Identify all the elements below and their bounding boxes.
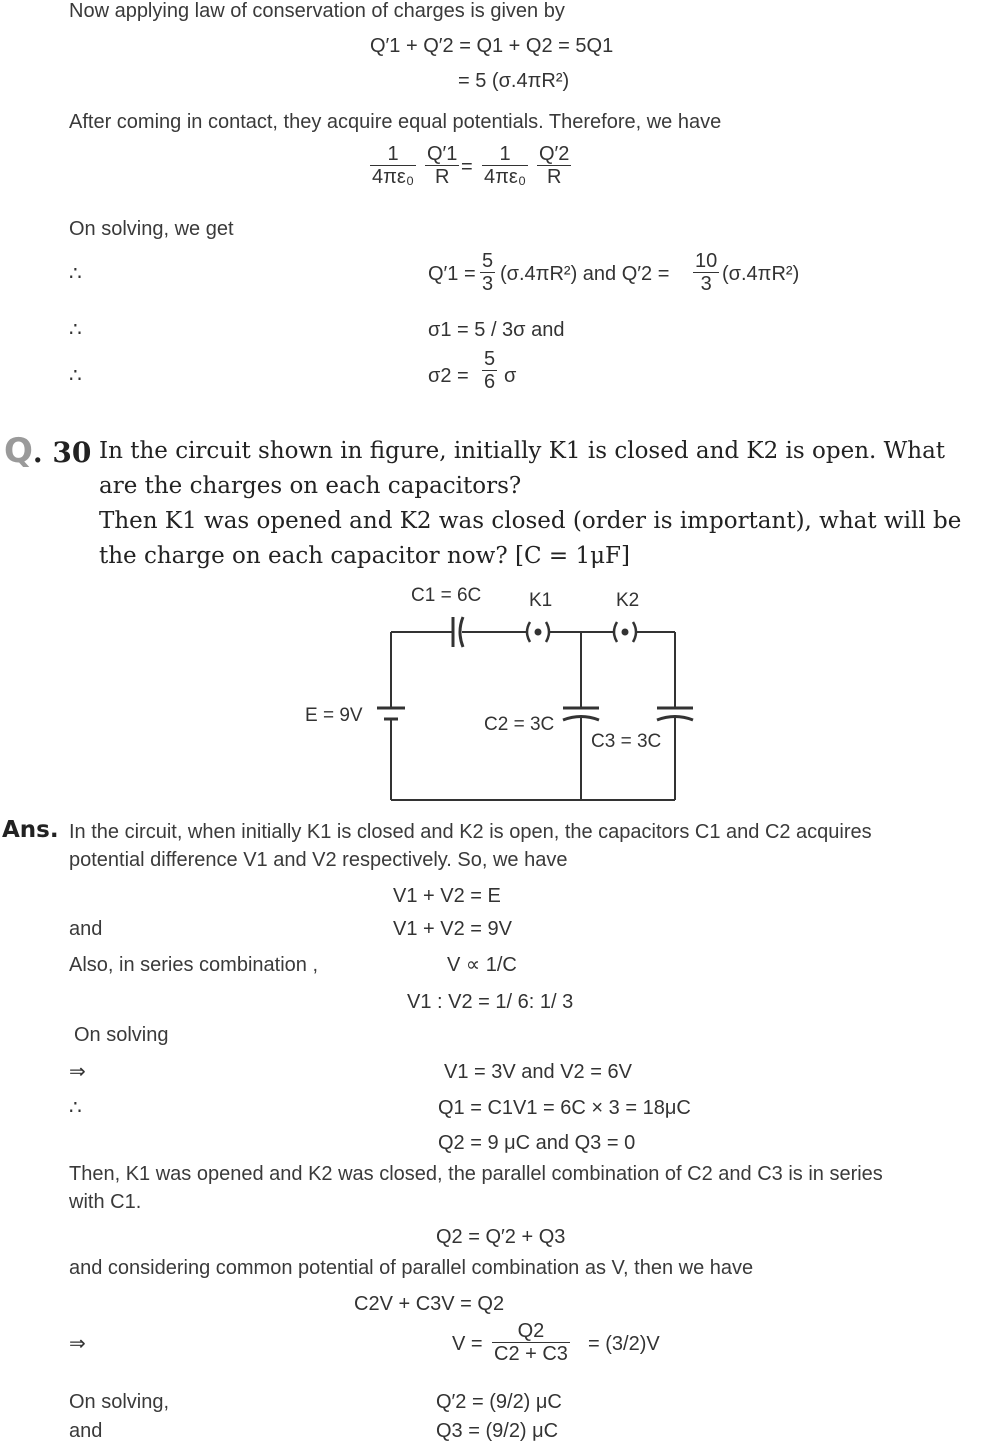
sigma2-symbol: σ xyxy=(504,365,517,387)
fraction-numerator: 1 xyxy=(387,143,399,165)
fraction-numerator: 5 xyxy=(482,250,494,272)
conservation-equation: Q′1 + Q′2 = Q1 + Q2 = 5Q1 xyxy=(370,35,614,57)
on-solving-text-2: On solving, xyxy=(69,1391,170,1413)
fraction-denominator: 4πε₀ xyxy=(372,166,415,188)
question-line-1: In the circuit shown in figure, initially K1 is closed and K2 is open. What xyxy=(99,438,946,464)
equals-sign: = xyxy=(461,156,473,178)
question-line-2: are the charges on each capacitors? xyxy=(99,473,522,499)
equation-v-value: = (3/2)V xyxy=(588,1333,660,1355)
question-line-4: the charge on each capacitor now? [C = 1μF] xyxy=(99,543,630,569)
fraction-denominator: R xyxy=(425,165,459,188)
equation-v-label: V = xyxy=(452,1333,483,1355)
equation-proportional: V ∝ 1/C xyxy=(447,954,517,976)
therefore-symbol: ∴ xyxy=(69,319,82,341)
equation-q1: Q1 = C1V1 = 6C × 3 = 18μC xyxy=(438,1097,691,1119)
label-k2: K2 xyxy=(616,590,640,611)
implies-symbol: ⇒ xyxy=(69,1061,86,1083)
answer-label: Ans. xyxy=(2,817,59,843)
therefore-symbol: ∴ xyxy=(69,263,82,285)
question-line-3: Then K1 was opened and K2 was closed (order is important), what will be xyxy=(99,508,962,534)
fraction-denominator: 6 xyxy=(484,371,496,393)
fraction-numerator: 1 xyxy=(499,143,511,165)
and-text: and xyxy=(69,918,103,940)
equation-q2-q3: Q2 = 9 μC and Q3 = 0 xyxy=(438,1132,636,1154)
then-text-1: Then, K1 was opened and K2 was closed, the parallel combination of C2 and C3 is in series xyxy=(69,1163,883,1185)
implies-symbol: ⇒ xyxy=(69,1333,86,1355)
therefore-symbol: ∴ xyxy=(69,365,82,387)
then-text-2: with C1. xyxy=(69,1191,142,1213)
fraction-numerator: Q2 xyxy=(517,1320,545,1342)
equation-ratio: V1 : V2 = 1/ 6: 1/ 3 xyxy=(407,991,574,1013)
fraction-denominator: C2 + C3 xyxy=(494,1343,568,1365)
question-letter: Q xyxy=(4,431,33,471)
fraction-denominator: 3 xyxy=(482,273,494,295)
fraction-denominator: R xyxy=(537,165,571,188)
solving-text: On solving, we get xyxy=(69,218,234,240)
label-k1: K1 xyxy=(529,590,553,611)
fraction-denominator: 4πε₀ xyxy=(484,166,527,188)
equation-v-fraction xyxy=(492,1320,570,1365)
fraction-numerator: Q′1 xyxy=(427,143,458,165)
fraction-denominator: 3 xyxy=(693,272,719,295)
result-q2-label: (σ.4πR²) and Q′2 = xyxy=(500,263,670,285)
equation-voltages: V1 = 3V and V2 = 6V xyxy=(444,1061,632,1083)
label-c2: C2 = 3C xyxy=(484,714,555,735)
on-solving-text: On solving xyxy=(74,1024,169,1046)
equation-q3: Q3 = (9/2) μC xyxy=(436,1420,559,1442)
and-text-2: and xyxy=(69,1420,103,1442)
sigma1-result: σ1 = 5 / 3σ and xyxy=(428,319,565,341)
key-k2-icon xyxy=(614,622,636,642)
conservation-result: = 5 (σ.4πR²) xyxy=(458,70,570,92)
label-emf: E = 9V xyxy=(305,705,363,726)
fraction-numerator: 10 xyxy=(695,250,718,272)
sigma2-label: σ2 = xyxy=(428,365,469,387)
equation-charge-split: Q2 = Q′2 + Q3 xyxy=(436,1226,566,1248)
label-c3: C3 = 3C xyxy=(591,731,662,752)
result-q1-label: Q′1 = xyxy=(428,263,476,285)
answer-para-1: In the circuit, when initially K1 is closed and K2 is open, the capacitors C1 and C2 acquires xyxy=(69,821,872,843)
considering-text: and considering common potential of parallel combination as V, then we have xyxy=(69,1257,754,1279)
intro-text: Now applying law of conservation of charges is given by xyxy=(69,0,565,22)
fraction-numerator: 5 xyxy=(484,348,496,370)
equation-parallel: C2V + C3V = Q2 xyxy=(354,1293,505,1315)
question-number: . 30 xyxy=(32,436,92,469)
fraction-numerator: Q′2 xyxy=(539,143,570,165)
therefore-symbol: ∴ xyxy=(69,1097,82,1119)
equation-q2-prime: Q′2 = (9/2) μC xyxy=(436,1391,562,1413)
answer-para-2: potential difference V1 and V2 respectively. So, we have xyxy=(69,849,568,871)
label-c1: C1 = 6C xyxy=(411,585,482,606)
equation-v-sum-e: V1 + V2 = E xyxy=(393,885,501,907)
contact-text: After coming in contact, they acquire equal potentials. Therefore, we have xyxy=(69,111,722,133)
result-q2-value: (σ.4πR²) xyxy=(722,263,800,285)
key-k1-icon xyxy=(527,622,549,642)
series-text: Also, in series combination , xyxy=(69,954,319,976)
equation-v-sum-9v: V1 + V2 = 9V xyxy=(393,918,512,940)
